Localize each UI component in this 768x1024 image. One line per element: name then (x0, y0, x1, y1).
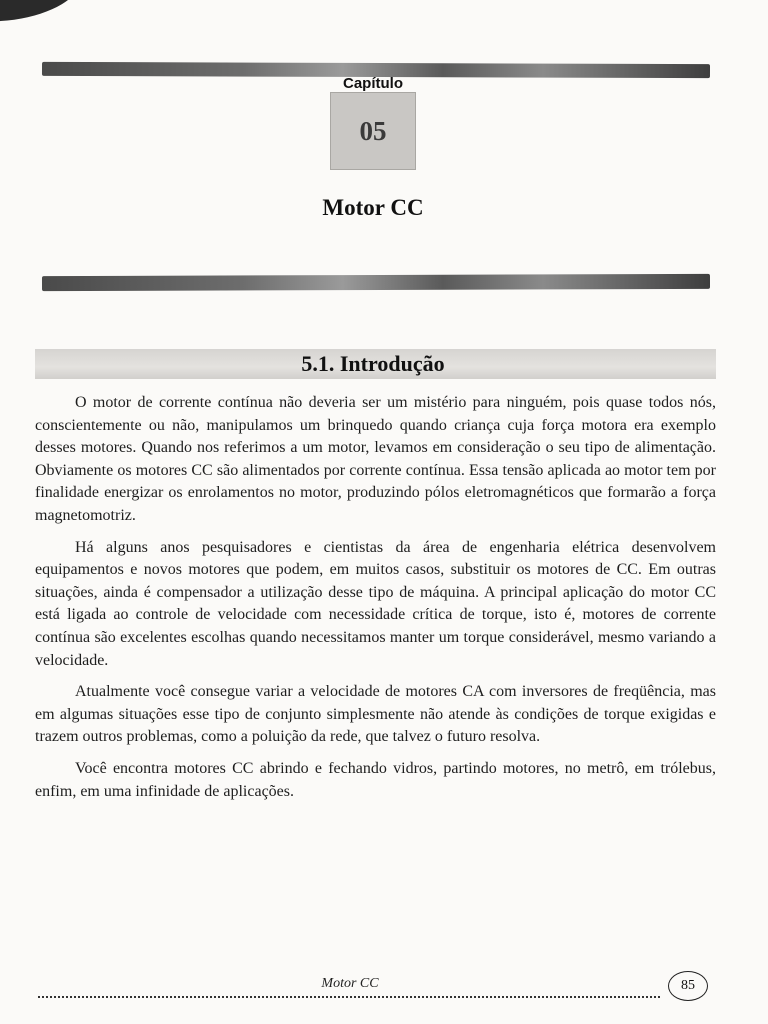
footer-running-title: Motor CC (321, 976, 379, 991)
chapter-number-box (330, 92, 416, 170)
section-title: 5.1. Introdução (301, 351, 445, 376)
chapter-header-band-bottom (42, 274, 710, 291)
chapter-label: Capítulo (343, 75, 403, 92)
chapter-number: 05 (359, 115, 387, 146)
page-corner-shadow (0, 0, 83, 29)
paragraph: Há alguns anos pesquisadores e cientistas da área de engenharia elétrica desenvolvem equipamentos e novos motores que podem, em muitos casos, substituir os motores de CC. Em outras situações, ainda é compensador a utilização desse tipo de máquina. A principal aplicação do motor CC está ligada ao controle de velocidade com necessidade crítica de torque, isto é, motores de corrente contínua são excelentes escolhas quando necessitamos manter um torque considerável, mesmo variando a velocidade. (35, 538, 716, 669)
page-number-badge (668, 971, 708, 1001)
paragraph: Você encontra motores CC abrindo e fechando vidros, partindo motores, no metrô, em trólebus, enfim, em uma infinidade de aplicações. (35, 759, 716, 800)
paragraph: Atualmente você consegue variar a velocidade de motores CA com inversores de freqüência, mas em algumas situações esse tipo de conjunto simplesmente não atende às condições de torque exigidas e trazem outros problemas, como a poluição da rede, que talvez o futuro resolva. (35, 683, 716, 746)
page-number: 85 (681, 978, 695, 993)
footer-dotted-rule (38, 996, 660, 998)
paragraph: O motor de corrente contínua não deveria ser um mistério para ninguém, pois quase todos nós, conscientemente ou não, manipulamos um brinquedo quando criança cuja força motora era exemplo desses motores. Quando nos referimos a um motor, levamos em consideração o seu tipo de alimentação. Obviamente os motores CC são alimentados por corrente contínua. Essa tensão aplicada ao motor tem por finalidade energizar os enrolamentos no motor, produzindo pólos eletromagnéticos que formarão a força magnetomotriz. (35, 394, 716, 524)
body-text (35, 392, 716, 812)
chapter-title: Motor CC (322, 195, 424, 220)
